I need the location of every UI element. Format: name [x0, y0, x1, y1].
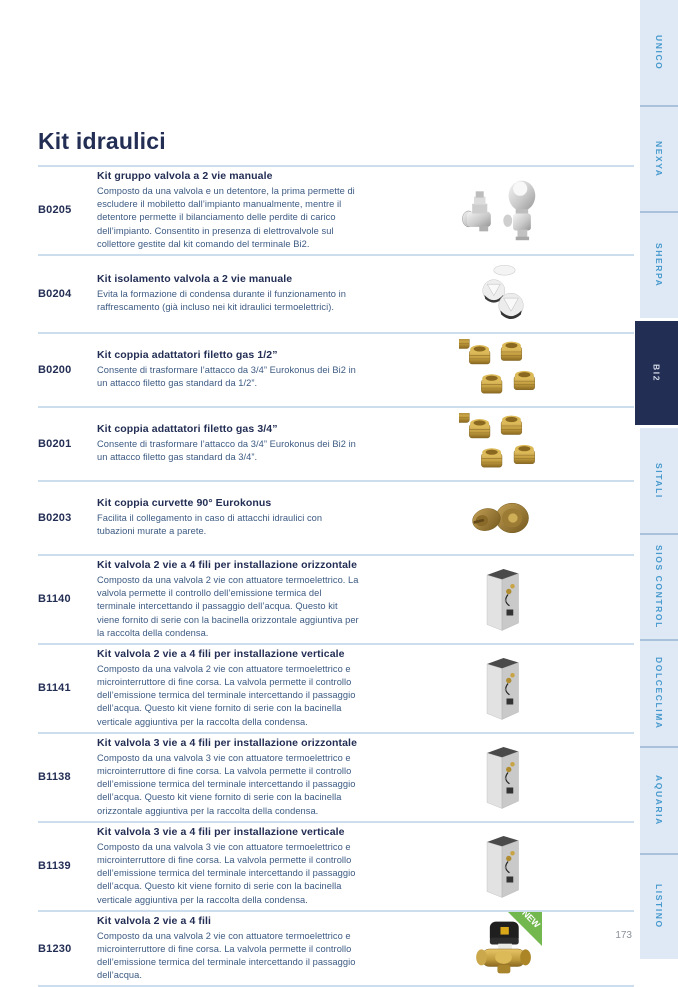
catalog-page: [38, 0, 634, 987]
product-row: [38, 556, 634, 645]
product-image: [459, 413, 545, 475]
product-row: [38, 256, 634, 334]
product-name: Kit coppia adattatori filetto gas 1/2”: [97, 349, 278, 362]
product-description: Consente di trasformare l’attacco da 3/4” Eurokonus dei Bi2 in un attacco filetto gas standard da 3/4”.: [97, 439, 356, 463]
product-description: Composto da una valvola 2 vie con attuatore termoelettrico. La valvola permette il controllo dell’emissione termica del terminale intercettando il passaggio dell’acqua. Questo kit viene fornito di serie con la bacinella orizzontale aggiuntiva per la raccolta della condensa.: [97, 574, 359, 638]
sidebar-tab-unico[interactable]: [640, 0, 678, 105]
product-code: B0200: [38, 363, 72, 376]
product-row: [38, 408, 634, 482]
sidebar-tab-sios-control[interactable]: [640, 533, 678, 640]
product-list: [38, 167, 634, 987]
product-image: [461, 259, 543, 329]
sidebar-tab-aquaria[interactable]: [640, 746, 678, 853]
product-row: [38, 912, 634, 987]
product-name: Kit gruppo valvola a 2 vie manuale: [97, 170, 273, 182]
product-image: [481, 655, 523, 721]
product-image: [463, 495, 541, 541]
sidebar-tab-dolceclima[interactable]: [640, 639, 678, 746]
product-code: B1139: [38, 860, 71, 873]
product-description: Composto da una valvola 3 vie con attuatore termoelettrico e microinterruttore di fine corsa. La valvola permette il controllo dell’emissione termica del terminale intercettando il passaggio dell’acqua. Questo kit viene fornito di serie con la bacinella verticale aggiuntiva per la raccolta della condensa.: [97, 841, 356, 905]
product-row: [38, 167, 634, 256]
tab-label: UNICO: [654, 34, 664, 70]
product-description: Composto da una valvola 2 vie con attuatore termoelettrico e microinterruttore di fine corsa. La valvola permette il controllo dell’emissione termica del terminale intercettando il passaggio dell’acqua. Questo kit viene fornito di serie con la bacinella verticale aggiuntiva per la raccolta della condensa.: [97, 663, 356, 727]
product-row: [38, 334, 634, 408]
tab-label: AQUARIA: [654, 774, 664, 826]
product-code: B0201: [38, 437, 72, 450]
product-image: [481, 833, 523, 899]
product-description: Composto da una valvola 3 vie con attuatore termoelettrico e microinterruttore di fine corsa. La valvola permette il controllo dell’emissione termica del terminale intercettando il passaggio dell’acqua. Questo kit viene fornito di serie con la bacinella orizzontale aggiuntiva per la raccolta della condensa.: [97, 752, 356, 816]
product-name: Kit valvola 2 vie a 4 fili per installazione orizzontale: [97, 558, 358, 571]
product-image: [464, 920, 540, 978]
product-code: B1141: [38, 682, 71, 695]
tab-label: LISTINO: [654, 884, 664, 930]
product-code: B1138: [38, 771, 71, 784]
product-name: Kit valvola 2 vie a 4 fili: [97, 914, 212, 927]
product-description: Facilita il collegamento in caso di attacchi idraulici con tubazioni murate a parete.: [97, 513, 323, 537]
product-image: [481, 566, 523, 632]
tab-label: NEXYA: [654, 140, 664, 178]
product-name: Kit valvola 3 vie a 4 fili per installazione orizzontale: [97, 736, 358, 749]
product-name: Kit valvola 2 vie a 4 fili per installazione verticale: [97, 647, 345, 660]
product-code: B1230: [38, 942, 72, 955]
product-image: [459, 339, 545, 401]
tab-label: SITALI: [654, 462, 664, 499]
product-name: Kit isolamento valvola a 2 vie manuale: [97, 273, 293, 286]
product-name: Kit valvola 3 vie a 4 fili per installazione verticale: [97, 825, 345, 838]
product-name: Kit coppia curvette 90° Eurokonus: [97, 497, 272, 510]
page-number: 173: [615, 930, 632, 941]
product-row: [38, 645, 634, 734]
product-image: [454, 178, 549, 242]
product-name: Kit coppia adattatori filetto gas 3/4”: [97, 423, 278, 436]
sidebar-tab-sitali[interactable]: [640, 428, 678, 533]
product-row: [38, 482, 634, 556]
product-code: B0205: [38, 204, 72, 217]
product-description: Consente di trasformare l’attacco da 3/4” Eurokonus dei Bi2 in un attacco filetto gas standard da 1/2”.: [97, 365, 356, 389]
product-row: [38, 823, 634, 912]
product-code: B0204: [38, 287, 72, 300]
product-code: B1140: [38, 593, 71, 606]
product-image: [481, 744, 523, 810]
product-description: Composto da una valvola e un detentore, la prima permette di escludere il mobiletto dall’impianto manualmente, mentre il detentore permette il bilanciamento delle perdite di carico dell’impianto. Consentito in presenza di elettrovalvole sul collettore gestite dal kit comando del terminale Bi2.: [97, 186, 355, 249]
page-title: Kit idraulici: [38, 0, 634, 167]
product-row: [38, 734, 634, 823]
tab-label: BI2: [651, 363, 662, 382]
sidebar-tab-bi2[interactable]: [635, 318, 678, 429]
product-description: Composto da una valvola 2 vie con attuatore termoelettrico e microinterruttore di fine corsa. La valvola permette il controllo dell’emissione termica del terminale intercettando il passaggio dell’acqua.: [97, 930, 356, 981]
product-code: B0203: [38, 511, 72, 524]
sidebar-tabs: [640, 0, 678, 959]
sidebar-tab-sherpa[interactable]: [640, 211, 678, 318]
tab-label: DOLCECLIMA: [654, 657, 664, 730]
sidebar-tab-listino[interactable]: [640, 853, 678, 960]
product-description: Evita la formazione di condensa durante il funzionamento in raffrescamento (già incluso nei kit idraulici termoelettrici).: [97, 289, 346, 313]
sidebar-tab-nexya[interactable]: [640, 105, 678, 212]
tab-label: SHERPA: [654, 243, 664, 288]
tab-label: SIOS CONTROL: [654, 545, 664, 630]
